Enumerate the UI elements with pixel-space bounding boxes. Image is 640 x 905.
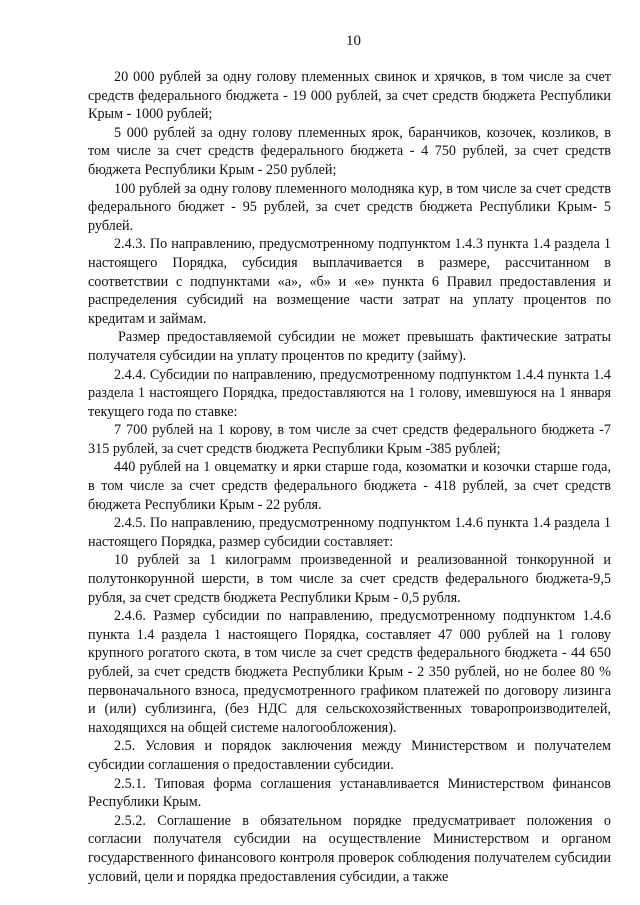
page-number: 10 [346,33,361,49]
paragraph-pigs-subsidy: 20 000 рублей за одну голову племенных свинок и хрячков, в том числе за счет средств федерального бюджета - 19 000 рублей, за счет средств бюджета Республики Крым - 1000 рублей; [88,69,611,123]
paragraph-2-5: 2.5. Условия и порядок заключения между Министерством и получателем субсидии соглашения о предоставлении субсидии. [88,738,611,773]
paragraph-2-5-1: 2.5.1. Типовая форма соглашения устанавливается Министерством финансов Республики Крым. [88,775,611,811]
paragraph-2-4-3: 2.4.3. По направлению, предусмотренному подпунктом 1.4.3 пункта 1.4 раздела 1 настоящего Порядка, субсидия выплачивается в размере, рассчитанном в соответствии с подпунктами «а», «б» и «е» пункта 6 Правил предоставления и распределения субсидий на возмещение части затрат на уплату процентов по кредитам и займам. [88,236,611,327]
document-page [88,32,611,886]
paragraph-poultry-subsidy: 100 рублей за одну голову племенного молодняка кур, в том числе за счет средств федерального бюджет - 95 рублей, за счет средств бюджета Республики Крым- 5 рублей. [88,180,611,234]
paragraph-2-4-5: 2.4.5. По направлению, предусмотренному подпунктом 1.4.6 пункта 1.4 раздела 1 настоящего Порядка, размер субсидии составляет: [88,515,611,550]
paragraph-ewe-subsidy: 440 рублей на 1 овцематку и ярки старше года, козоматки и козочки старше года, в том числе за счет средств федерального бюджета - 418 рублей, за счет средств бюджета Республики Крым - 22 рубля. [88,459,611,513]
paragraph-sheep-goats-subsidy: 5 000 рублей за одну голову племенных ярок, баранчиков, козочек, козликов, в том числе за счет средств федерального бюджета - 4 750 рублей, за счет средств бюджета Республики Крым - 250 рублей; [88,124,611,178]
paragraph-cow-subsidy: 7 700 рублей на 1 корову, в том числе за счет средств федерального бюджета -7 315 рублей, за счет средств бюджета Республики Крым -385 рублей; [88,422,611,457]
paragraph-2-4-6: 2.4.6. Размер субсидии по направлению, предусмотренному подпунктом 1.4.6 пункта 1.4 раздела 1 настоящего Порядка, составляет 47 000 рублей на 1 голову крупного рогатого скота, в том числе за счет средств федерального бюджета - 44 650 рублей, за счет средств бюджета Республики Крым - 2 350 рублей, но не более 80 % первоначального взноса, предусмотренного графиком платежей по договору лизинга и (или) сублизинга, (без НДС для сельскохозяйственных товаропроизводителей, находящихся на общей системе налогообложения). [88,608,611,736]
paragraph-2-5-2: 2.5.2. Соглашение в обязательном порядке предусматривает положения о согласии получателя субсидии на осуществление Министерством и органом государственного финансового контроля проверок соблюдения получателем субсидии условий, цели и порядка предоставления субсидии, а также [88,812,611,885]
paragraph-2-4-4: 2.4.4. Субсидии по направлению, предусмотренному подпунктом 1.4.4 пункта 1.4 раздела 1 настоящего Порядка, предоставляются на 1 голову, имевшуюся на 1 января текущего года по ставке: [88,366,611,420]
paragraph-subsidy-limit: Размер предоставляемой субсидии не может превышать фактические затраты получателя субсидии на уплату процентов по кредиту (займу). [88,329,611,364]
paragraph-wool-subsidy: 10 рублей за 1 килограмм произведенной и реализованной тонкорунной и полутонкорунной шерсти, в том числе за счет средств федерального бюджета-9,5 рубля, за счет средств бюджета Республики Крым - 0,5 рубля. [88,552,611,606]
